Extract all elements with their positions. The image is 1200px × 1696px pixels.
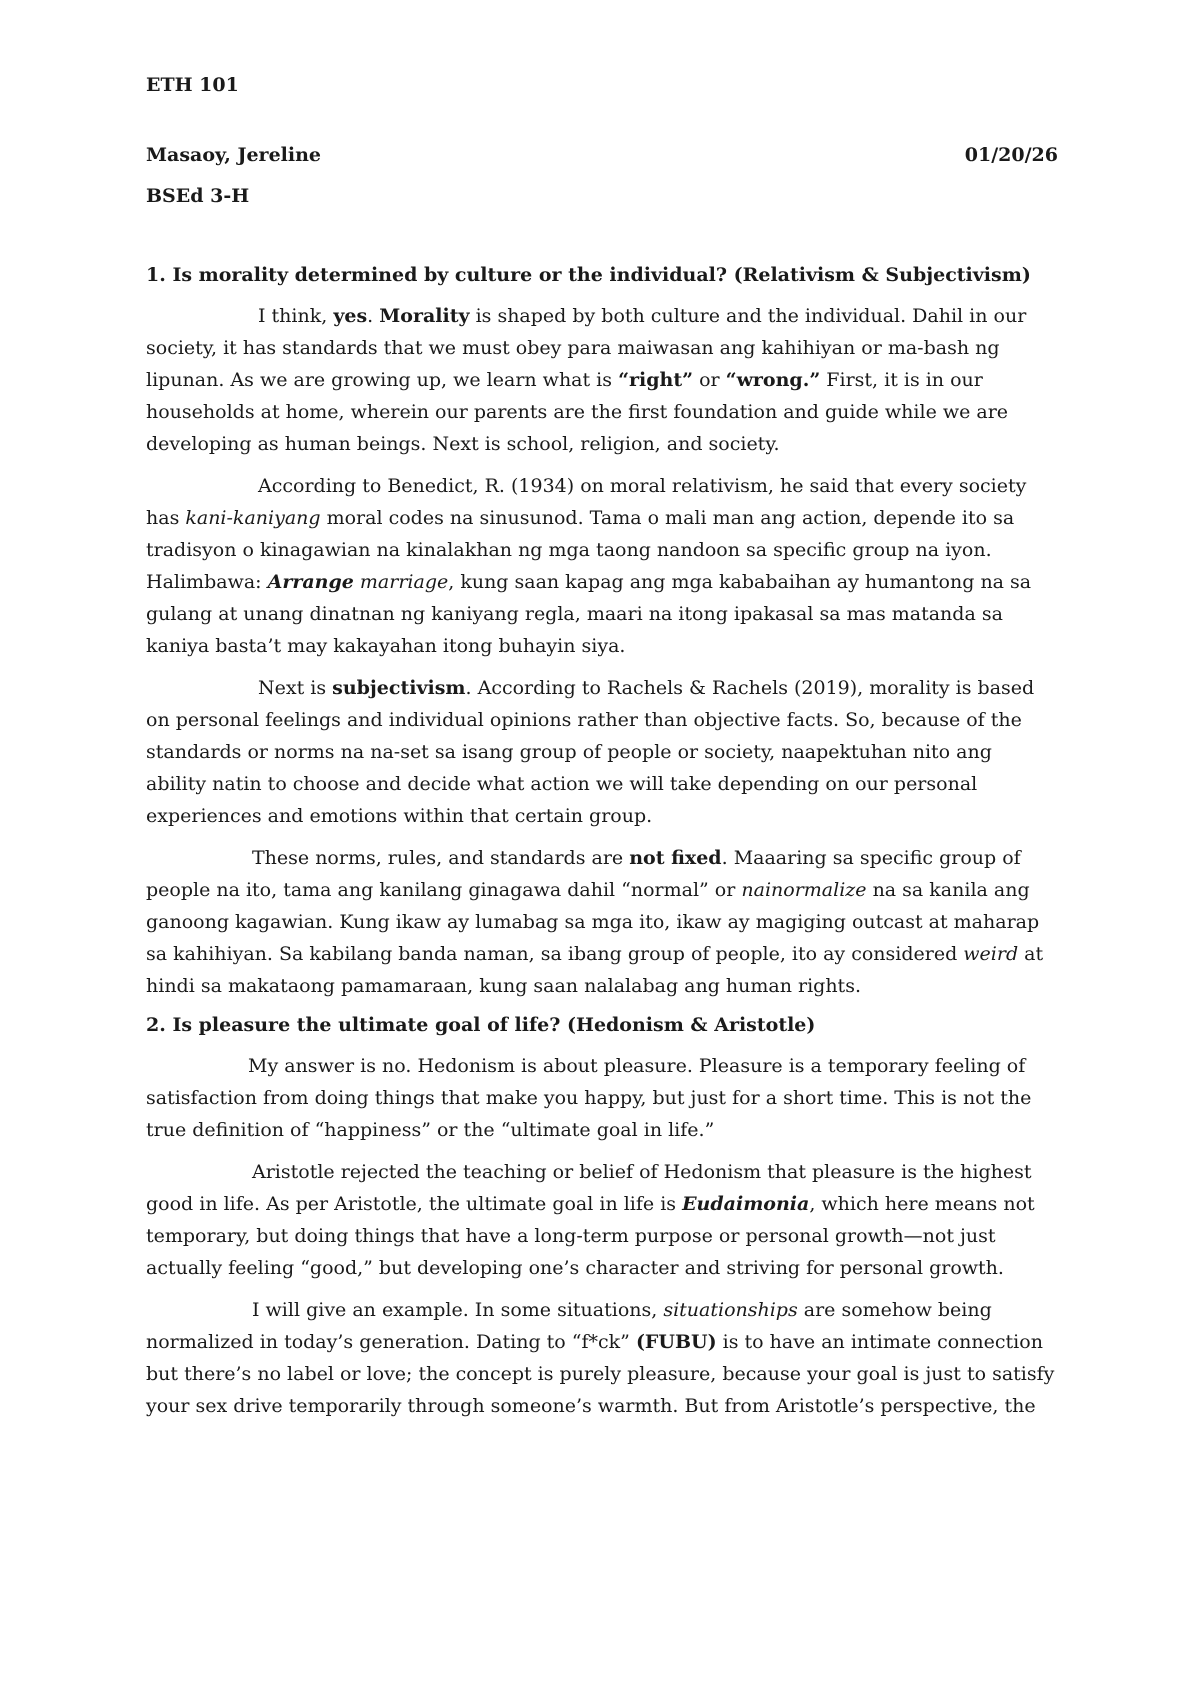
text-run: moral codes na sinusunod. Tama o mali man ang action, depende ito sa tradisyon o kinagawian na kinalakhan ng mga taong nandoon sa specific group na iyon. Halimbawa: <box>146 507 1015 593</box>
text-run: . <box>367 305 380 327</box>
q1-paragraph-2 <box>146 470 1058 662</box>
italic-run: weird <box>963 943 1019 965</box>
text-run: na sa kanila ang ganoong kagawian. Kung ikaw ay lumabag sa mga ito, ikaw ay magiging outcast at maharap sa kahihiyan. Sa kabilang banda naman, sa ibang group of people, ito ay considered <box>146 879 1040 965</box>
date: 01/20/26 <box>964 144 1058 166</box>
student-name: Masaoy, Jereline <box>146 144 321 166</box>
text-run: , which here means not temporary, but doing things that have a long-term purpose or personal growth—not just actually feeling “good,” but developing one’s character and striving for personal growth. <box>146 1193 1035 1279</box>
name-date-row <box>146 142 1058 168</box>
bold-run: “right” <box>618 369 694 391</box>
q1-paragraph-1 <box>146 300 1058 460</box>
text-run: These norms, rules, and standards are <box>252 847 630 869</box>
bold-run: subjectivism <box>332 677 466 699</box>
italic-run: kani-kaniyang <box>185 507 321 529</box>
text-run: According to Benedict, R. (1934) on moral relativism, he said that every society has <box>146 475 1027 529</box>
text-run: or <box>693 369 726 391</box>
q2-paragraph-2 <box>146 1156 1058 1284</box>
text-run: I will give an example. In some situations, <box>252 1299 664 1321</box>
text-run: is shaped by both culture and the individual. Dahil in our society, it has standards that we must obey para maiwasan ang kahihiyan or ma-bash ng lipunan. As we are growing up, we learn what is <box>146 305 1027 391</box>
text-run: Aristotle rejected the teaching or belief of Hedonism that pleasure is the highest good in life. As per Aristotle, the ultimate goal in life is <box>146 1161 1032 1215</box>
text-run: . Maaaring sa specific group of people na ito, tama ang kanilang ginagawa dahil “normal” or <box>146 847 1021 901</box>
text-run: at hindi sa makataong pamamaraan, kung saan nalalabag ang human rights. <box>146 943 1044 997</box>
question-2-title: 2. Is pleasure the ultimate goal of life? (Hedonism & Aristotle) <box>146 1014 816 1036</box>
text-run: First, it is in our households at home, wherein our parents are the first foundation and guide while we are developing as human beings. Next is school, religion, and society. <box>146 369 1009 455</box>
q1-paragraph-4 <box>146 842 1058 1002</box>
text-run: . According to Rachels & Rachels (2019), morality is based on personal feelings and individual opinions rather than objective facts. So, because of the standards or norms na na-set sa isang group of people or society, naapektuhan nito ang ability natin to choose and decide what action we will take depending on our personal experiences and emotions within that certain group. <box>146 677 1035 827</box>
text-run: is to have an intimate connection but there’s no label or love; the concept is purely pleasure, because your goal is just to satisfy your sex drive temporarily through someone’s warmth. But from Aristotle’s perspective, the <box>146 1331 1055 1417</box>
text-run: are somehow being normalized in today’s generation. Dating to “f*ck” <box>146 1299 992 1353</box>
italic-run: nainormalize <box>741 879 867 901</box>
italic-run: marriage <box>353 571 449 593</box>
text-run: I think, <box>258 305 334 327</box>
course-code: ETH 101 <box>146 74 239 96</box>
bold-run: not fixed <box>629 847 722 869</box>
bold-italic-run: Eudaimonia <box>682 1193 810 1215</box>
bold-run: (FUBU) <box>635 1331 717 1353</box>
question-1-title: 1. Is morality determined by culture or the individual? (Relativism & Subjectivism) <box>146 264 1031 286</box>
italic-run: situationships <box>663 1299 798 1321</box>
text-run: , kung saan kapag ang mga kababaihan ay humantong na sa gulang at unang dinatnan ng kaniyang regla, maari na itong ipakasal sa mas matanda sa kaniya basta’t may kakayahan itong buhayin siya. <box>146 571 1032 657</box>
bold-run: Morality <box>379 305 470 327</box>
bold-run: “wrong.” <box>725 369 821 391</box>
text-run: Next is <box>258 677 333 699</box>
document-content <box>146 72 1058 1432</box>
q2-paragraph-1: My answer is no. Hedonism is about pleasure. Pleasure is a temporary feeling of satisfaction from doing things that make you happy, but just for a short time. This is not the true definition of “happiness” or the “ultimate goal in life.” <box>146 1055 1032 1141</box>
q2-paragraph-3 <box>146 1294 1058 1422</box>
bold-italic-run: Arrange <box>267 571 354 593</box>
section-code: BSEd 3-H <box>146 185 250 207</box>
q1-paragraph-3 <box>146 672 1058 832</box>
bold-run: yes <box>333 305 368 327</box>
